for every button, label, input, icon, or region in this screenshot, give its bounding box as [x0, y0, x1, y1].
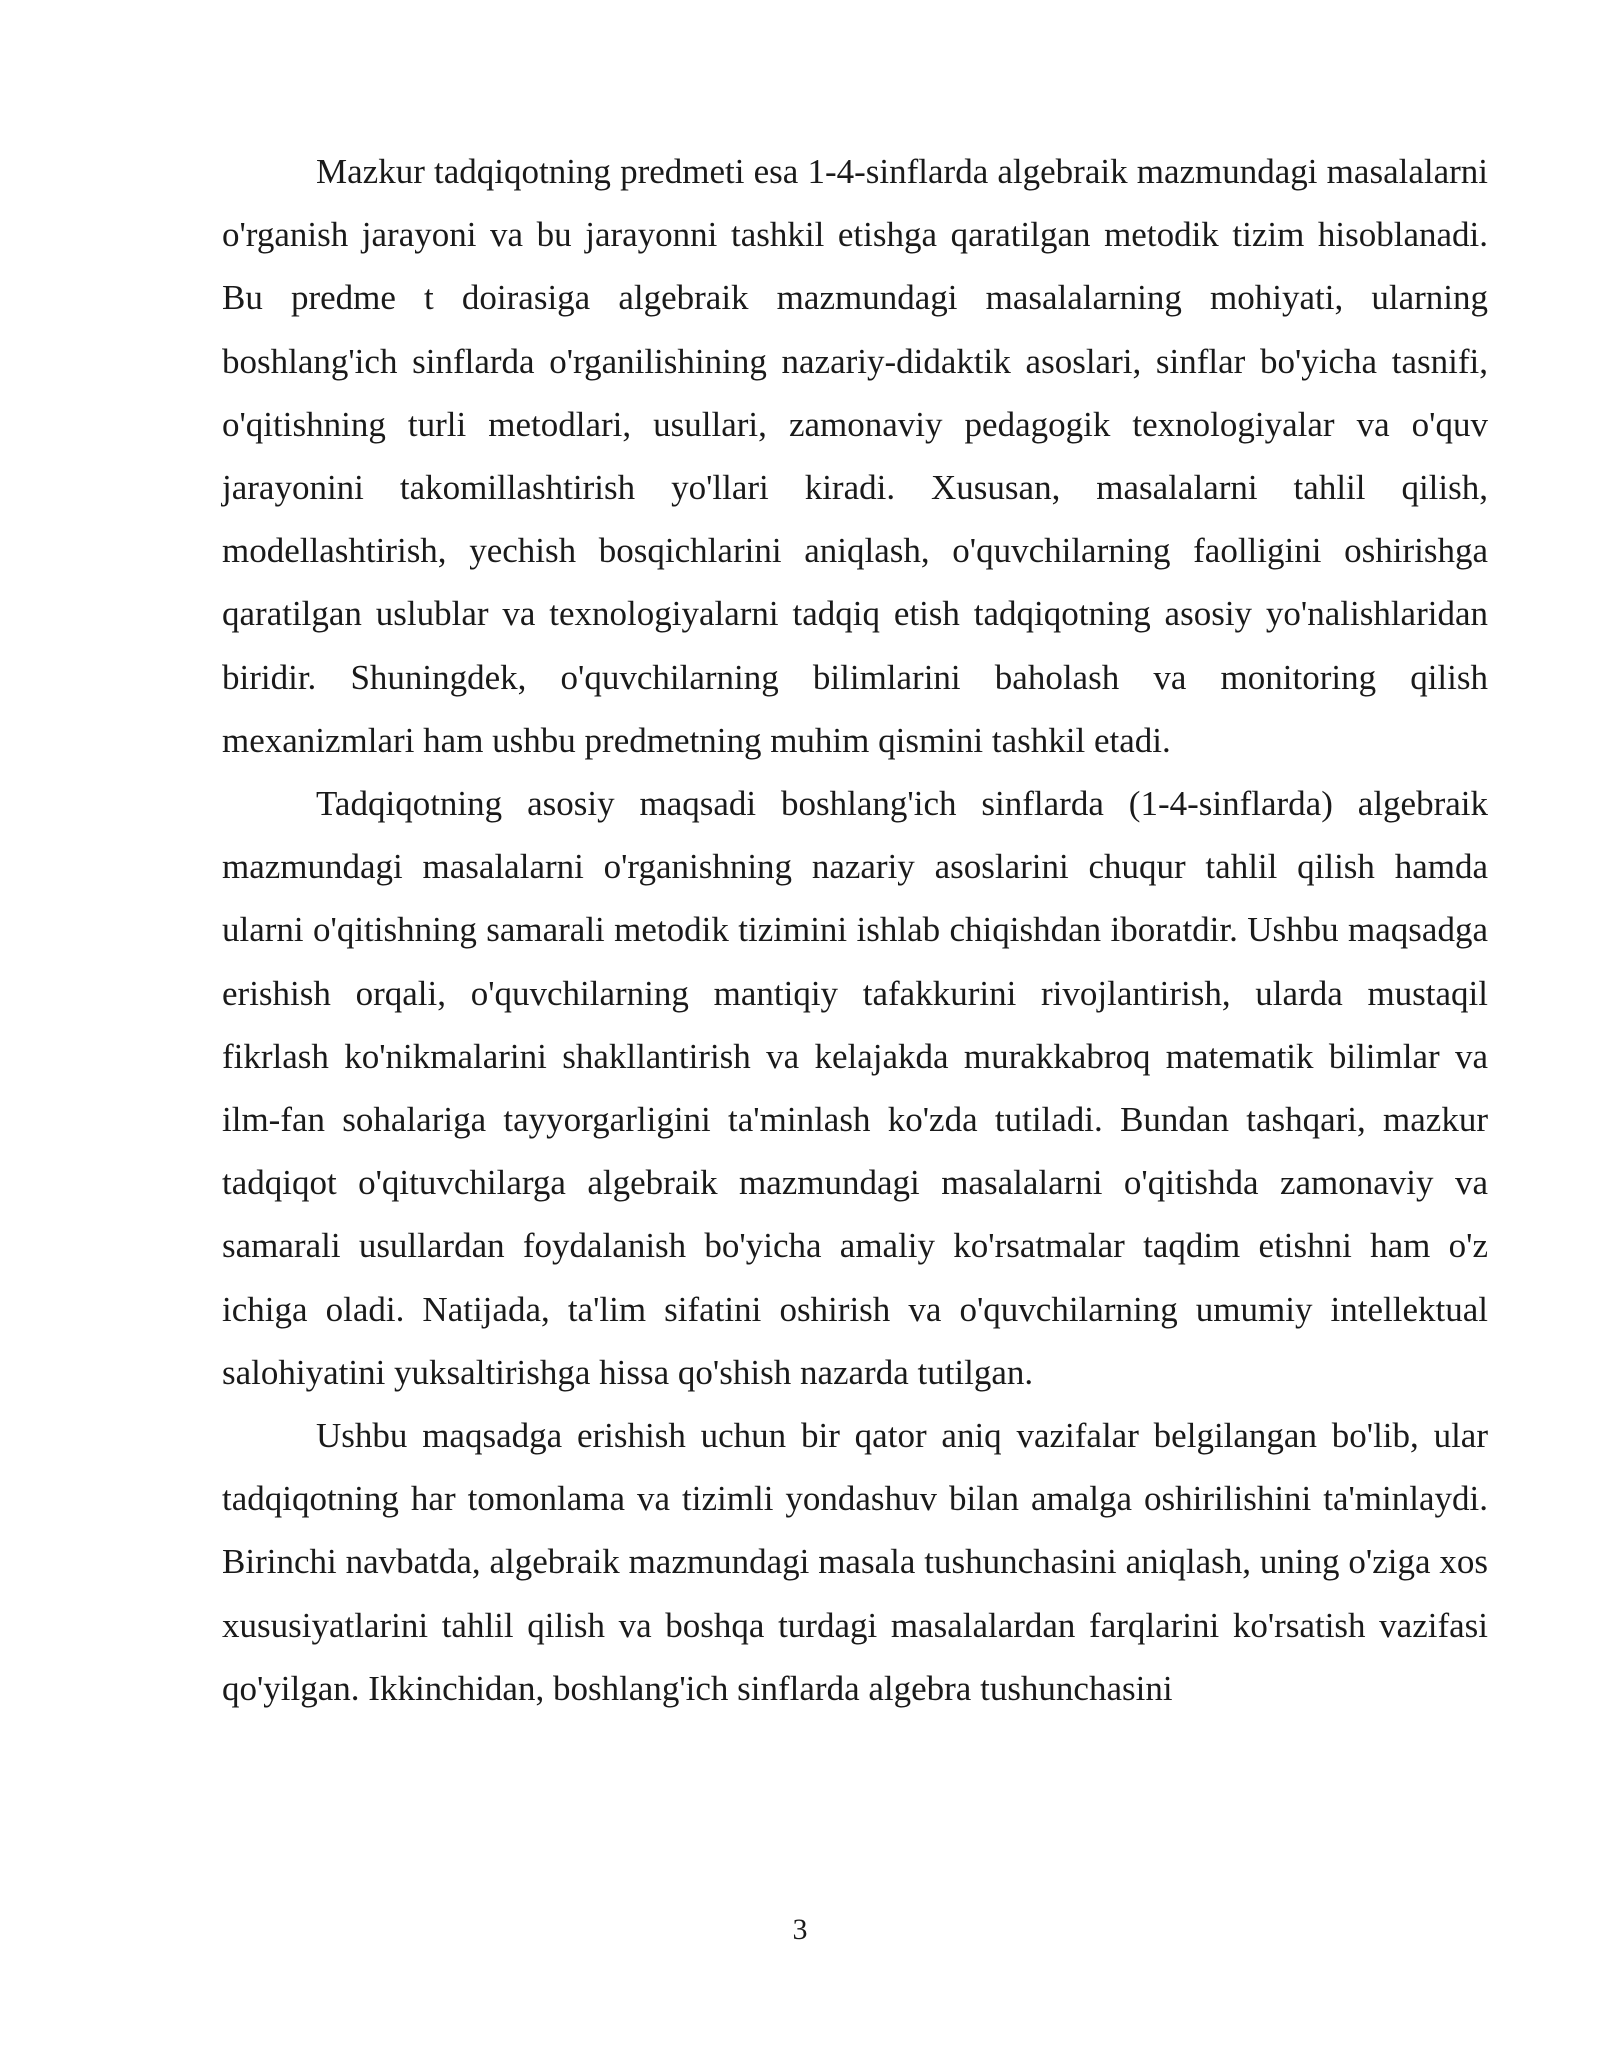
- paragraph-tasks: Ushbu maqsadga erishish uchun bir qator aniq vazifalar belgilangan bo'lib, ular tadqiqotning har tomonlama va tizimli yondashuv bilan amalga oshirilishini ta'minlaydi. Birinchi navbatda, algebraik mazmundagi masala tushunchasini aniqlash, uning o'ziga xos xususiyatlarini tahlil qilish va boshqa turdagi masalalardan farqlarini ko'rsatish vazifasi qo'yilgan. Ikkinchidan, boshlang'ich sinflarda algebra tushunchasini: [222, 1416, 1488, 1708]
- paragraph-goal: Tadqiqotning asosiy maqsadi boshlang'ich sinflarda (1-4-sinflarda) algebraik mazmundagi masalalarni o'rganishning nazariy asoslarini chuqur tahlil qilish hamda ularni o'qitishning samarali metodik tizimini ishlab chiqishdan iboratdir. Ushbu maqsadga erishish orqali, o'quvchilarning mantiqiy tafakkurini rivojlantirish, ularda mustaqil fikrlash ko'nikmalarini shakllantirish va kelajakda murakkabroq matematik bilimlar va ilm-fan sohalariga tayyorgarligini ta'minlash ko'zda tutiladi. Bundan tashqari, mazkur tadqiqot o'qituvchilarga algebraik mazmundagi masalalarni o'qitishda zamonaviy va samarali usullardan foydalanish bo'yicha amaliy ko'rsatmalar taqdim etishni ham o'z ichiga oladi. Natijada, ta'lim sifatini oshirish va o'quvchilarning umumiy intellektual salohiyatini yuksaltirishga hissa qo'shish nazarda tutilgan.: [222, 784, 1488, 1392]
- paragraph-subject: Mazkur tadqiqotning predmeti esa 1-4-sinflarda algebraik mazmundagi masalalarni o'rganish jarayoni va bu jarayonni tashkil etishga qaratilgan metodik tizim hisoblanadi. Bu predme t doirasiga algebraik mazmundagi masalalarning mohiyati, ularning boshlang'ich sinflarda o'rganilishining nazariy-didaktik asoslari, sinflar bo'yicha tasnifi, o'qitishning turli metodlari, usullari, zamonaviy pedagogik texnologiyalar va o'quv jarayonini takomillashtirish yo'llari kiradi. Xususan, masalalarni tahlil qilish, modellashtirish, yechish bosqichlarini aniqlash, o'quvchilarning faolligini oshirishga qaratilgan uslublar va texnologiyalarni tadqiq etish tadqiqotning asosiy yo'nalishlaridan biridir. Shuningdek, o'quvchilarning bilimlarini baholash va monitoring qilish mexanizmlari ham ushbu predmetning muhim qismini tashkil etadi.: [222, 152, 1488, 760]
- body-text: [222, 140, 1488, 1720]
- page-number: 3: [792, 1913, 808, 1946]
